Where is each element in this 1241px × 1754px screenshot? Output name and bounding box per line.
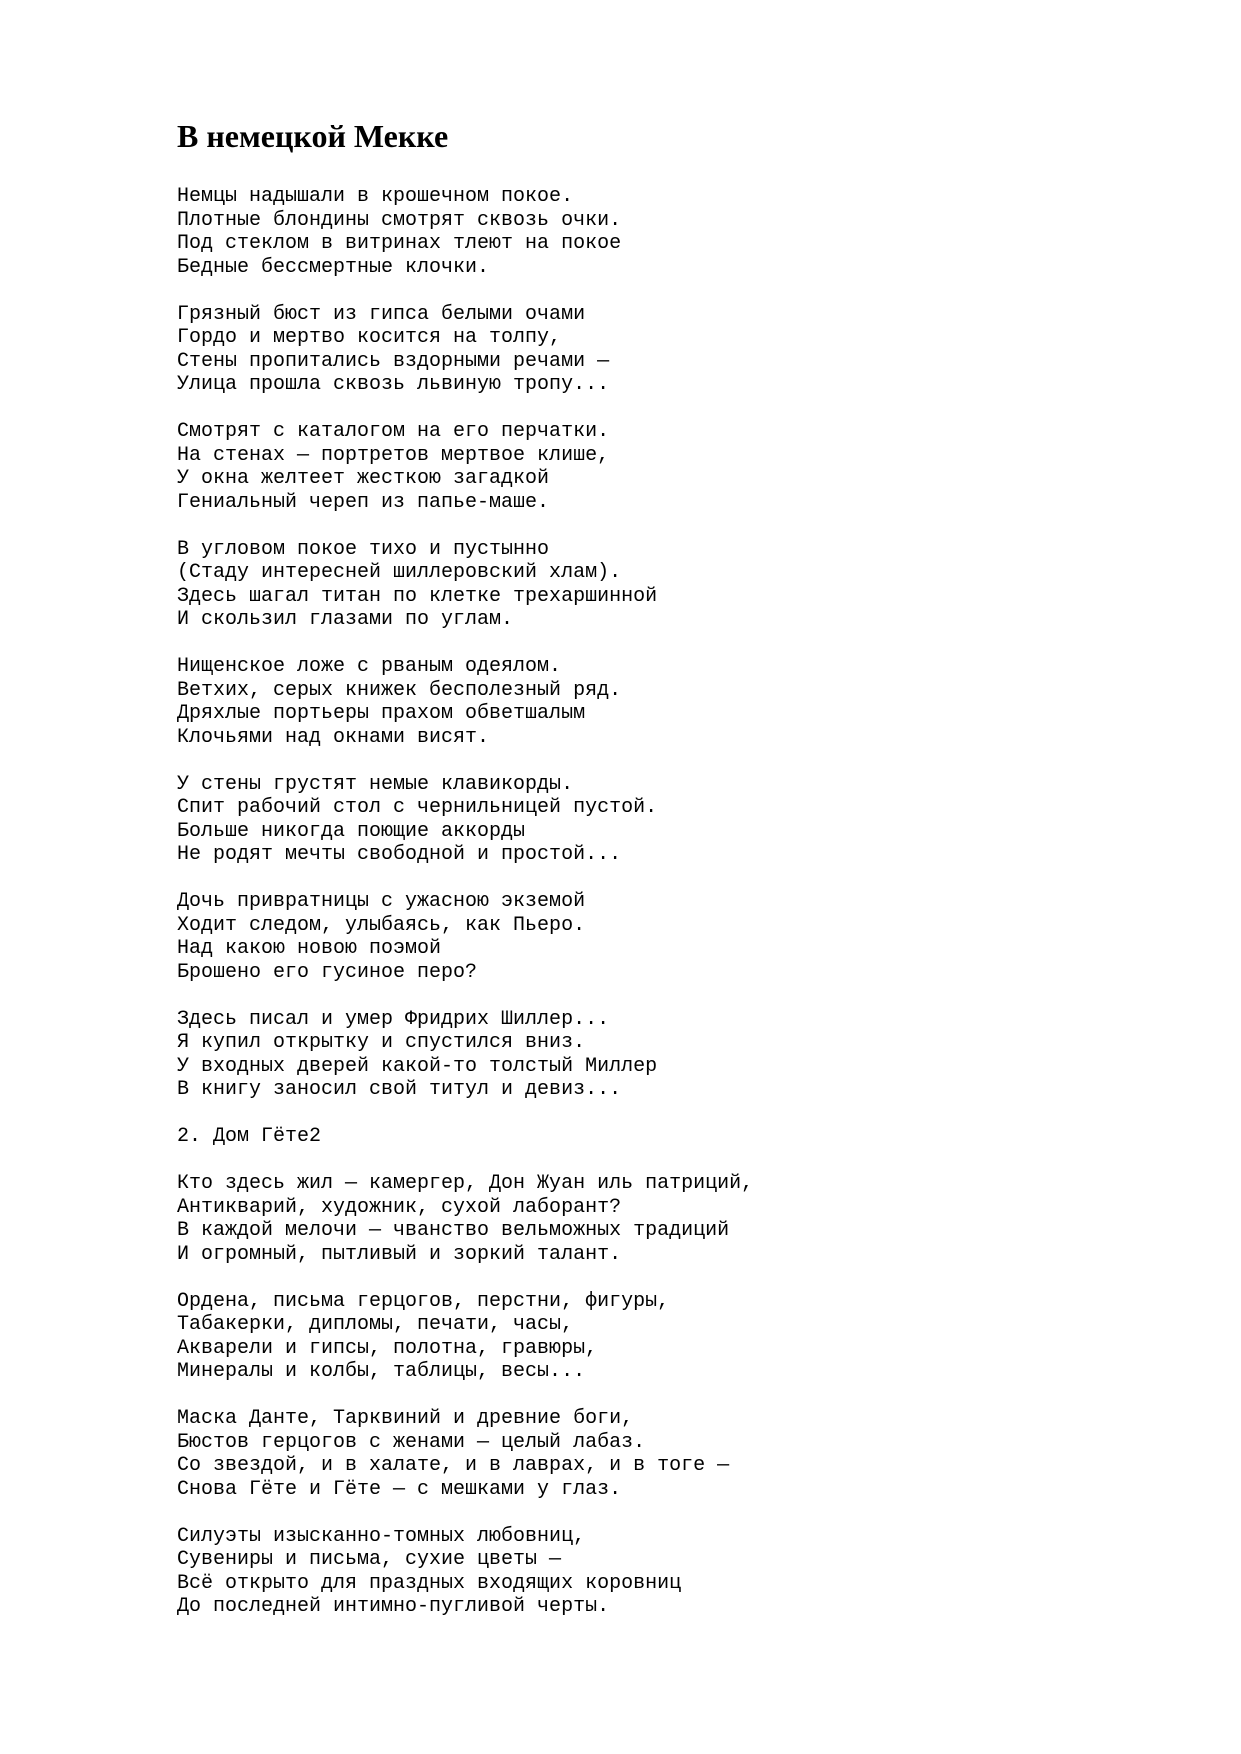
poem-line: Ордена, письма герцогов, перстни, фигуры, (177, 1289, 670, 1313)
poem-line: Здесь писал и умер Фридрих Шиллер... (177, 1007, 610, 1031)
poem-line: Улица прошла сквозь львиную тропу... (177, 373, 610, 396)
poem-line: В угловом покое тихо и пустынно (177, 537, 550, 561)
poem-line: До последней интимно-пугливой черты. (177, 1595, 610, 1618)
poem-line: Брошено его гусиное перо? (177, 960, 478, 984)
poem-line: Сувениры и письма, сухие цветы — (177, 1548, 562, 1571)
poem-line: Бедные бессмертные клочки. (177, 255, 490, 279)
poem-line: Со звездой, и в халате, и в лаврах, и в тоге — (177, 1454, 730, 1477)
stanza (177, 185, 1177, 279)
stanza (177, 890, 1177, 984)
poem-line: Здесь шагал титан по клетке трехаршинной (177, 584, 658, 608)
poem-line: Плотные блондины смотрят сквозь очки. (177, 208, 622, 232)
poem-line: У стены грустят немые клавикорды. (177, 772, 574, 796)
poem-line: Снова Гёте и Гёте — с мешками у глаз. (177, 1477, 622, 1501)
stanza (177, 1008, 1177, 1102)
stanza (177, 420, 1177, 514)
poem-line: Антикварий, художник, сухой лаборант? (177, 1195, 622, 1219)
poem-line: Немцы надышали в крошечном покое. (177, 185, 574, 208)
poem-line: Грязный бюст из гипса белыми очами (177, 302, 586, 326)
poem-line: Кто здесь жил — камергер, Дон Жуан иль патриций, (177, 1172, 754, 1195)
stanza (177, 773, 1177, 867)
poem-line: Силуэты изысканно-томных любовниц, (177, 1524, 586, 1548)
poem-line: Гениальный череп из папье-маше. (177, 490, 550, 514)
stanza (177, 655, 1177, 749)
poem-line: Всё открыто для праздных входящих коровниц (177, 1571, 682, 1595)
poem-line: Я купил открытку и спустился вниз. (177, 1031, 586, 1054)
poem-line: Минералы и колбы, таблицы, весы... (177, 1360, 586, 1383)
poem-line: В книгу заносил свой титул и девиз... (177, 1078, 622, 1101)
poem-line: Спит рабочий стол с чернильницей пустой. (177, 796, 658, 819)
poem-line: Гордо и мертво косится на толпу, (177, 326, 562, 349)
poem-line: И скользил глазами по углам. (177, 608, 514, 631)
poem-line: Дряхлые портьеры прахом обветшалым (177, 702, 586, 725)
poem-line: Больше никогда поющие аккорды (177, 819, 526, 843)
stanza (177, 1525, 1177, 1619)
poem-line: Ходит следом, улыбаясь, как Пьеро. (177, 913, 586, 937)
part-1 (177, 185, 1177, 1102)
poem-body (177, 185, 1177, 1642)
poem-line: И огромный, пытливый и зоркий талант. (177, 1242, 622, 1266)
poem-line: Дочь привратницы с ужасною экземой (177, 890, 586, 913)
poem-title: В немецкой Мекке (177, 118, 449, 154)
poem-line: На стенах — портретов мертвое клише, (177, 443, 610, 467)
poem-line: (Стаду интересней шиллеровский хлам). (177, 561, 622, 584)
stanza (177, 1172, 1177, 1266)
poem-line: Не родят мечты свободной и простой... (177, 843, 622, 866)
poem-line: Маска Данте, Тарквиний и древние боги, (177, 1407, 634, 1430)
poem-line: Над какою новою поэмой (177, 937, 442, 960)
poem-line: Табакерки, дипломы, печати, часы, (177, 1313, 574, 1336)
poem-line: Нищенское ложе с рваным одеялом. (177, 655, 562, 678)
poem-line: Акварели и гипсы, полотна, гравюры, (177, 1336, 598, 1360)
poem-line: У окна желтеет жесткою загадкой (177, 467, 550, 490)
poem-line: Клочьями над окнами висят. (177, 725, 490, 749)
poem-line: Смотрят с каталогом на его перчатки. (177, 420, 610, 443)
poem-line: Под стеклом в витринах тлеют на покое (177, 232, 622, 255)
poem-line: У входных дверей какой-то толстый Миллер (177, 1054, 658, 1078)
poem-line: Бюстов герцогов с женами — целый лабаз. (177, 1430, 646, 1454)
part-2 (177, 1172, 1177, 1619)
stanza (177, 303, 1177, 397)
poem-line: Стены пропитались вздорными речами — (177, 349, 610, 373)
part-2-heading: 2. Дом Гёте2 (177, 1125, 322, 1148)
stanza (177, 1290, 1177, 1384)
stanza (177, 538, 1177, 632)
stanza (177, 1407, 1177, 1501)
poem-line: В каждой мелочи — чванство вельможных традиций (177, 1219, 730, 1242)
poem-line: Ветхих, серых книжек бесполезный ряд. (177, 678, 622, 702)
